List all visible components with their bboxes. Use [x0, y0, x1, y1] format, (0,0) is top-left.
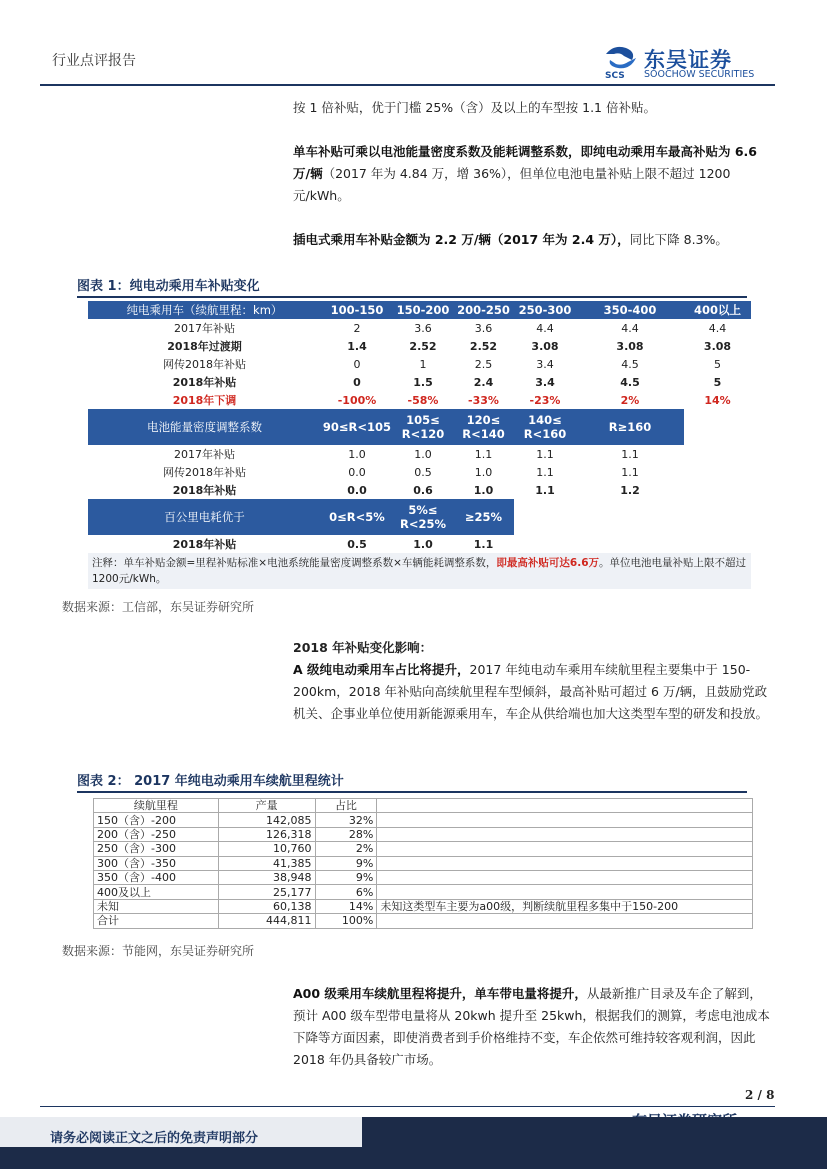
range-statistics-table — [93, 798, 753, 929]
note-cell — [377, 914, 753, 928]
table-note — [88, 553, 751, 589]
table-cell: 3.6 — [474, 321, 493, 335]
disclaimer-text: 请务必阅读正文之后的免责声明部分 — [50, 1131, 259, 1146]
paragraph-3-emphasis: 插电式乘用车补贴金额为 2.2 万/辆（2017 年为 2.4 万）， — [293, 232, 630, 247]
table-row — [94, 870, 753, 884]
table-header-cell: 电池能量密度调整系数 — [88, 409, 321, 445]
table-header-cell: 百公里电耗优于 — [88, 499, 321, 535]
note-text: 。单位电池电量补贴上限不超过1200元/kWh。 — [92, 557, 747, 585]
table-header-cell: 400以上 — [684, 301, 751, 319]
table-cell: 1.0 — [413, 537, 433, 551]
table-cell: 3.4 — [536, 357, 554, 371]
range-cell: 250（含）-300 — [94, 842, 219, 856]
table-cell: 4.5 — [621, 357, 639, 371]
table-blank-cell — [684, 535, 751, 553]
table-row — [88, 481, 751, 499]
table-header-cell: 150-200 — [393, 301, 453, 319]
table-header-cell: 5%≤ R<25% — [393, 499, 453, 535]
table-cell: 4.4 — [708, 321, 727, 335]
row-label: 网传2018年补贴 — [163, 358, 246, 371]
output-cell: 41,385 — [218, 856, 315, 870]
share-cell: 9% — [315, 856, 377, 870]
subsidy-table — [88, 301, 751, 589]
paragraph-2 — [293, 141, 771, 207]
table-cell: 3.08 — [531, 339, 559, 353]
note-cell — [377, 827, 753, 841]
table-row — [88, 391, 751, 409]
table-note-row — [88, 553, 751, 589]
logo-mark-text: SCS — [605, 71, 625, 80]
figure-2-rule — [77, 791, 747, 793]
share-cell: 9% — [315, 870, 377, 884]
table-cell: 14% — [704, 393, 731, 407]
range-cell: 200（含）-250 — [94, 827, 219, 841]
note-cell: 未知这类型车主要为a00级，判断续航里程多集中于150-200 — [377, 899, 753, 913]
table-cell: 0.0 — [348, 465, 366, 479]
output-cell: 25,177 — [218, 885, 315, 899]
table-cell: 1.1 — [474, 447, 493, 461]
table-blank-cell — [576, 535, 684, 553]
page-number: 2 / 8 — [745, 1088, 775, 1102]
table-header-cell: 产量 — [218, 799, 315, 813]
note-cell — [377, 870, 753, 884]
table-row — [94, 842, 753, 856]
section-3-paragraph — [293, 983, 771, 1071]
table-cell: 1.1 — [535, 483, 555, 497]
table-row — [88, 337, 751, 355]
row-label: 网传2018年补贴 — [163, 466, 246, 479]
table-row — [88, 445, 751, 463]
table-cell: 3.4 — [535, 375, 555, 389]
output-cell: 60,138 — [218, 899, 315, 913]
range-cell: 合计 — [94, 914, 219, 928]
figure-1-title: 图表 1：纯电动乘用车补贴变化 — [77, 279, 260, 294]
table-header-row — [88, 499, 751, 535]
table-cell: 1.1 — [536, 465, 554, 479]
table-header-row — [94, 799, 753, 813]
table-cell: 2 — [353, 321, 361, 335]
table-cell: 1 — [419, 357, 427, 371]
table-row — [94, 856, 753, 870]
share-cell: 28% — [315, 827, 377, 841]
logo-mark-icon — [602, 44, 640, 80]
table-cell: 1.1 — [621, 465, 639, 479]
output-cell: 10,760 — [218, 842, 315, 856]
table-cell: 1.0 — [414, 447, 432, 461]
range-cell: 未知 — [94, 899, 219, 913]
table-blank-cell — [684, 499, 751, 535]
section-2-paragraph — [293, 659, 771, 725]
table-header-row — [88, 301, 751, 319]
share-cell: 6% — [315, 885, 377, 899]
note-highlight: 即最高补贴可达6.6万 — [496, 557, 600, 569]
range-cell: 300（含）-350 — [94, 856, 219, 870]
note-cell — [377, 842, 753, 856]
section-3-text: 从最新推广目录及车企了解到，预计 A00 级车型带电量将从 20kwh 提升至 25kwh，根据我们的测算，考虑电池成本下降等方面因素，即使消费者到手价格维持不变，车企依然可维持较客观利润，因此 2018 年仍具备较广市场。 — [293, 986, 770, 1067]
table-header-cell: 90≤R<105 — [321, 409, 393, 445]
row-label: 2018年补贴 — [172, 538, 237, 551]
table-cell: 1.1 — [621, 447, 639, 461]
table-cell: 3.6 — [414, 321, 432, 335]
paragraph-2-emphasis: 单车补贴可乘以电池能量密度系数及能耗调整系数，即纯电动乘用车最高补贴为 6.6 万/辆 — [293, 144, 757, 181]
output-cell: 126,318 — [218, 827, 315, 841]
table-blank-cell — [514, 535, 576, 553]
paragraph-3-text: 同比下降 8.3%。 — [629, 232, 728, 247]
table-row — [88, 373, 751, 391]
figure-1-rule — [77, 296, 747, 298]
table-blank-cell — [514, 499, 576, 535]
note-cell — [377, 885, 753, 899]
table-header-cell: 0≤R<5% — [321, 499, 393, 535]
row-label: 2018年补贴 — [172, 484, 237, 497]
table-cell: 3.08 — [616, 339, 644, 353]
range-cell: 350（含）-400 — [94, 870, 219, 884]
table-cell: 0 — [353, 357, 361, 371]
table-cell: 1.0 — [474, 465, 493, 479]
section-2-heading: 2018 年补贴变化影响： — [293, 640, 433, 655]
paragraph-3 — [293, 229, 771, 251]
table-cell: -58% — [407, 393, 439, 407]
table-row — [94, 899, 753, 913]
table-cell: 2.4 — [473, 375, 494, 389]
table-header-cell: 200-250 — [453, 301, 514, 319]
table-cell: 2% — [620, 393, 640, 407]
table-blank-cell — [684, 445, 751, 463]
table-cell: 4.4 — [536, 321, 554, 335]
output-cell: 142,085 — [218, 813, 315, 827]
table-cell: 2.52 — [409, 339, 437, 353]
share-cell: 32% — [315, 813, 377, 827]
table-cell: 4.5 — [620, 375, 640, 389]
section-2-emphasis: A 级纯电动乘用车占比将提升， — [293, 662, 470, 677]
table-cell: -100% — [337, 393, 377, 407]
table-cell: 1.2 — [620, 483, 640, 497]
table-row — [88, 535, 751, 553]
brand-name-en: SOOCHOW SECURITIES — [644, 69, 755, 80]
table-cell: 4.4 — [621, 321, 639, 335]
paragraph-1: 按 1 倍补贴，优于门槛 25%（含）及以上的车型按 1.1 倍补贴。 — [293, 100, 656, 115]
row-label: 2018年补贴 — [172, 376, 237, 389]
figure-1-source: 数据来源：工信部，东吴证券研究所 — [62, 600, 255, 614]
table-cell: 1.4 — [347, 339, 367, 353]
table-row — [94, 813, 753, 827]
table-row — [88, 319, 751, 337]
table-cell: 1.1 — [473, 537, 494, 551]
table-cell: 2.5 — [474, 357, 493, 371]
share-cell: 2% — [315, 842, 377, 856]
table-header-cell: 占比 — [315, 799, 377, 813]
note-cell — [377, 856, 753, 870]
share-cell: 14% — [315, 899, 377, 913]
brand-name-cn: 东吴证券 — [644, 48, 732, 72]
note-text: 注释：单车补贴金额=里程补贴标准×电池系统能量密度调整系数×车辆能耗调整系数， — [92, 557, 497, 569]
footer-divider — [40, 1106, 775, 1107]
table-cell: 1.0 — [473, 483, 494, 497]
table-cell: -33% — [468, 393, 499, 407]
table-header-cell: 纯电乘用车（续航里程：km） — [88, 301, 321, 319]
table-cell: 0.6 — [413, 483, 433, 497]
table-cell: 5 — [714, 357, 721, 371]
table-cell: 3.08 — [703, 339, 732, 353]
paragraph-2-text: （2017 年为 4.84 万，增 36%），但单位电池电量补贴上限不超过 1200 元/kWh。 — [293, 166, 731, 203]
table-row — [88, 355, 751, 373]
table-header-cell: 105≤ R<120 — [393, 409, 453, 445]
table-cell: 2.52 — [469, 339, 498, 353]
note-cell — [377, 813, 753, 827]
table-header-cell: 100-150 — [321, 301, 393, 319]
figure-2-source: 数据来源：节能网，东吴证券研究所 — [62, 944, 255, 958]
table-row — [94, 827, 753, 841]
table-cell: 1.1 — [536, 447, 554, 461]
share-cell: 100% — [315, 914, 377, 928]
row-label: 2017年补贴 — [174, 322, 235, 335]
header-divider — [40, 84, 775, 86]
table-header-cell: 续航里程 — [94, 799, 219, 813]
table-blank-cell — [684, 481, 751, 499]
section-2-text: 2017 年纯电动车乘用车续航里程主要集中于 150-200km，2018 年补贴向高续航里程车型倾斜，最高补贴可超过 6 万/辆，且鼓励党政机关、企事业单位使用新能源乘用车，车企从供给端也加大这类型车型的研发和投放。 — [293, 662, 769, 721]
table-cell: 1.5 — [413, 375, 433, 389]
figure-2-title: 图表 2： 2017 年纯电动乘用车续航里程统计 — [77, 774, 344, 789]
table-blank-cell — [684, 463, 751, 481]
range-cell: 150（含）-200 — [94, 813, 219, 827]
row-label: 2017年补贴 — [174, 448, 235, 461]
table-header-cell: ≥25% — [453, 499, 514, 535]
table-cell: 0 — [353, 375, 361, 389]
table-header-cell: 120≤ R<140 — [453, 409, 514, 445]
brand-logo — [602, 44, 774, 80]
table-cell: 0.5 — [414, 465, 432, 479]
table-header-cell: 140≤ R<160 — [514, 409, 576, 445]
table-header-cell: 250-300 — [514, 301, 576, 319]
row-label: 2018年下调 — [172, 394, 237, 407]
table-cell: 0.0 — [347, 483, 367, 497]
report-type: 行业点评报告 — [52, 53, 136, 69]
table-cell: 1.0 — [348, 447, 366, 461]
table-row — [94, 885, 753, 899]
table-cell: 5 — [713, 375, 722, 389]
table-row — [88, 463, 751, 481]
table-header-cell: R≥160 — [576, 409, 684, 445]
section-3-emphasis: A00 级乘用车续航里程将提升，单车带电量将提升， — [293, 986, 587, 1001]
table-header-row — [88, 409, 751, 445]
table-blank-cell — [576, 499, 684, 535]
row-label: 2018年过渡期 — [167, 340, 242, 353]
table-header-cell: 350-400 — [576, 301, 684, 319]
output-cell: 444,811 — [218, 914, 315, 928]
range-cell: 400及以上 — [94, 885, 219, 899]
table-cell: -23% — [529, 393, 561, 407]
output-cell: 38,948 — [218, 870, 315, 884]
table-blank-cell — [377, 799, 753, 813]
table-cell: 0.5 — [347, 537, 367, 551]
table-blank-cell — [684, 409, 751, 445]
table-row — [94, 914, 753, 928]
